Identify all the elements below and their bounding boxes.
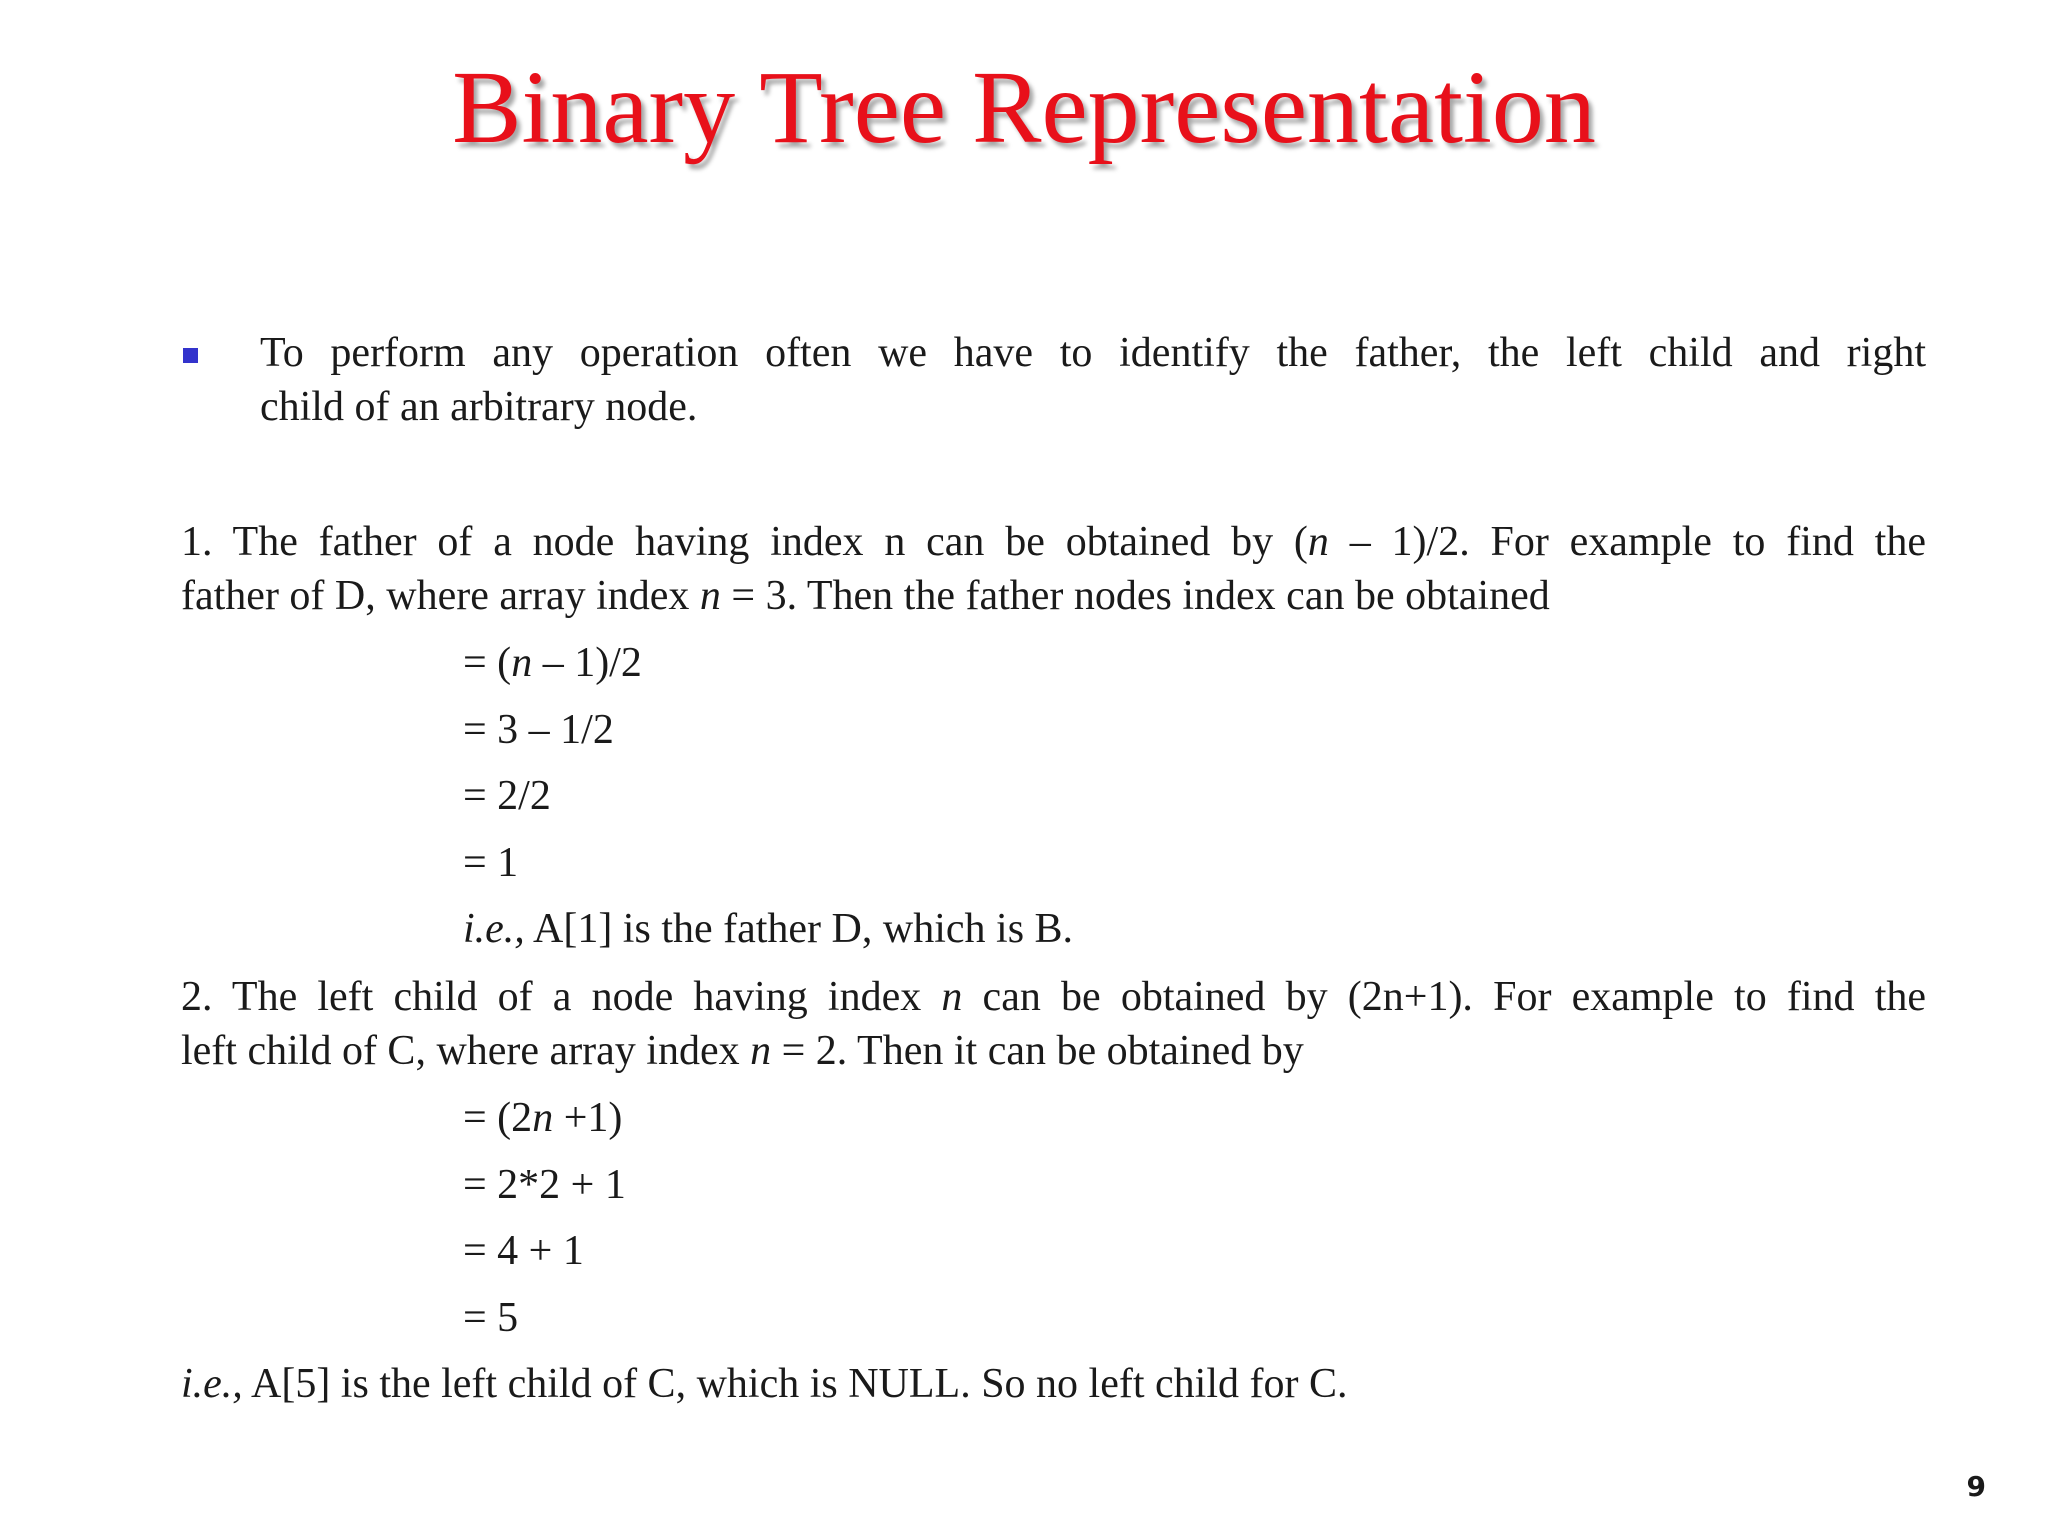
point-1-result: i.e., A[1] is the father D, which is B. bbox=[463, 906, 1074, 952]
point-1-line-2: father of D, where array index n = 3. Then the father nodes index can be obtained bbox=[181, 573, 1550, 619]
point-2-step-2: = 2*2 + 1 bbox=[463, 1162, 626, 1208]
point-1-step-4: = 1 bbox=[463, 840, 519, 886]
point-1-paragraph bbox=[181, 515, 1926, 623]
bullet-line-2: child of an arbitrary node. bbox=[260, 384, 698, 430]
point-1-step-2: = 3 – 1/2 bbox=[463, 707, 614, 753]
point-2-line-1: 2. The left child of a node having index n can be obtained by (2n+1). For example to find the bbox=[181, 974, 1927, 1020]
square-bullet-icon bbox=[183, 348, 198, 363]
point-2-step-3: = 4 + 1 bbox=[463, 1228, 584, 1274]
point-2-paragraph bbox=[181, 970, 1926, 1078]
page-number: 9 bbox=[1966, 1470, 1986, 1503]
point-2-result: i.e., A[5] is the left child of C, which is NULL. So no left child for C. bbox=[181, 1361, 1348, 1407]
point-1-step-3: = 2/2 bbox=[463, 773, 551, 819]
bullet-item bbox=[181, 326, 1926, 434]
slide-title: Binary Tree Representation bbox=[452, 50, 1596, 165]
bullet-line-1: To perform any operation often we have to identify the father, the left child and right bbox=[260, 330, 1926, 376]
point-1-step-1: = (n – 1)/2 bbox=[463, 640, 642, 686]
point-2-step-4: = 5 bbox=[463, 1295, 519, 1341]
point-1-line-1: 1. The father of a node having index n can be obtained by (n – 1)/2. For example to find the bbox=[181, 519, 1926, 565]
point-2-step-1: = (2n +1) bbox=[463, 1095, 623, 1141]
point-2-line-2: left child of C, where array index n = 2. Then it can be obtained by bbox=[181, 1028, 1304, 1074]
bullet-text bbox=[260, 326, 1926, 434]
